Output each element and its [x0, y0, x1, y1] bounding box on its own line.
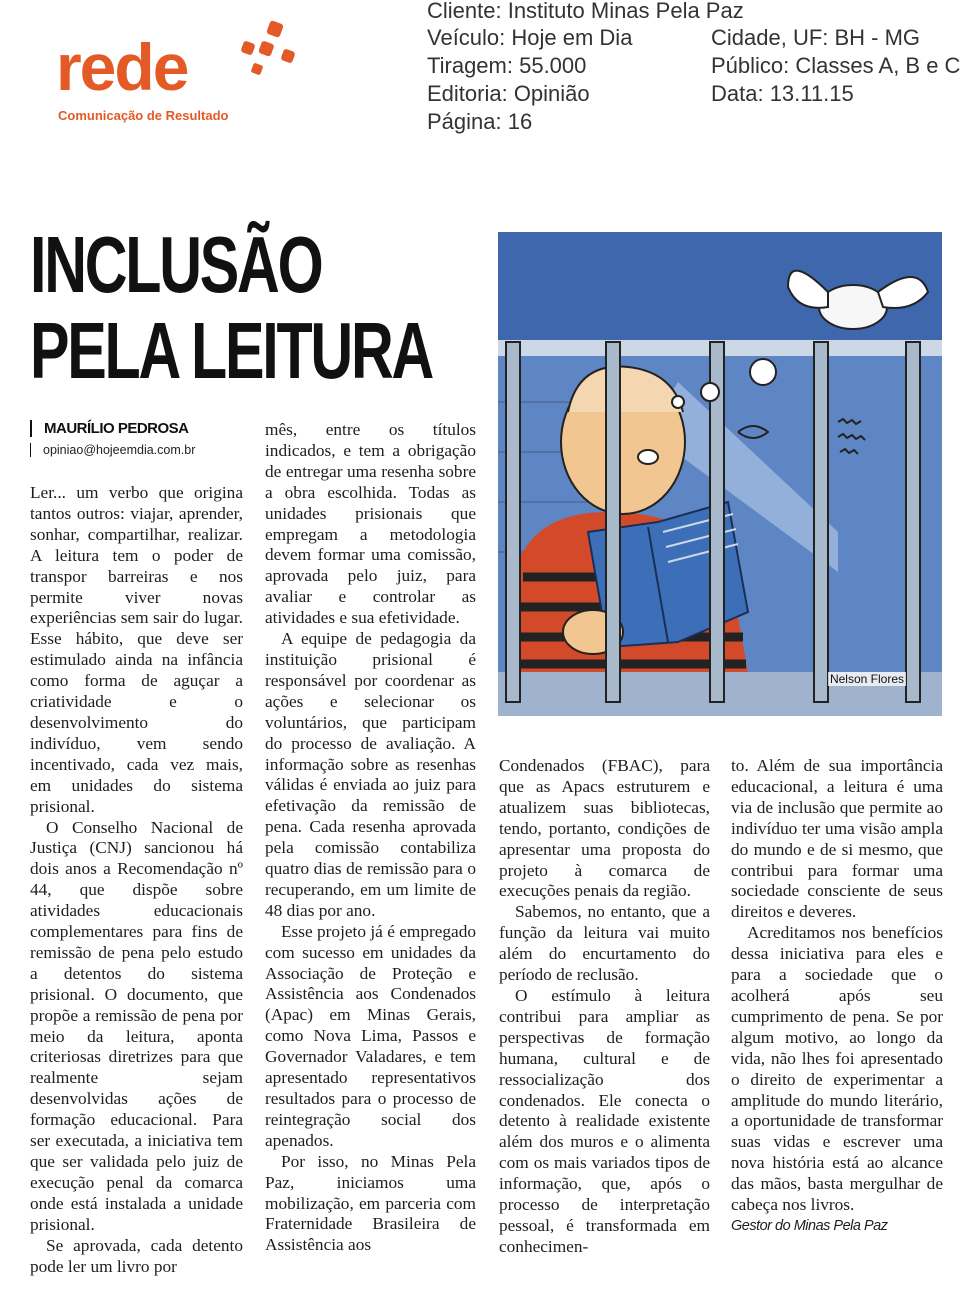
byline: [30, 420, 195, 457]
article-column-3: [499, 756, 710, 1258]
rede-logo: [52, 12, 302, 127]
logo-tagline: Comunicação de Resultado: [58, 108, 229, 123]
logo-wordmark: rede: [56, 30, 188, 104]
author-name: MAURÍLIO PEDROSA: [30, 420, 195, 437]
headline-line-2: PELA LEITURA: [30, 306, 433, 395]
article-column-2: [265, 420, 476, 1256]
article-paragraph: Sabemos, no entanto, que a função da leitura vai muito além do encurtamento do período de reclusão.: [499, 902, 710, 985]
article-paragraph: to. Além de sua importância educacional, a leitura é uma via de inclusão que permite ao indivíduo ter uma visão ampla do mundo e de si mesmo, que contribui para formar uma sociedade consciente de seus direitos e deveres.: [731, 756, 943, 922]
clipping-audience: Público: Classes A, B e C: [711, 53, 960, 78]
prisoner-reading-illustration-icon: [498, 232, 942, 716]
article-column-1: [30, 483, 243, 1277]
clipping-vehicle: Veículo: Hoje em Dia: [427, 25, 633, 50]
article-paragraph: A equipe de pedagogia da instituição prisional é responsável por coordenar as ações e selecionar os voluntários, que participam do processo de avaliação. A informação sobre as resenhas válidas é enviada ao juiz para efetivação da remissão de pena. Cada resenha aprovada pela comissão contabiliza quatro dias de remissão para o recuperando, em um limite de 48 dias por ano.: [265, 629, 476, 920]
article-headline: [30, 222, 432, 394]
article-paragraph: Ler... um verbo que origina tantos outros: viajar, aprender, sonhar, compartilhar, realizar. A leitura tem o poder de transpor barreiras e nos permite viver novas experiências sem sair do lugar. Esse hábito, que deve ser estimulado ainda na infância como forma de aguçar a criatividade e o desenvolvimento do indivíduo, vem sendo incentivado, cada vez mais, em unidades do sistema prisional.: [30, 483, 243, 816]
article-paragraph: O Conselho Nacional de Justiça (CNJ) sancionou há dois anos a Recomendação nº 44, que dispõe sobre atividades educacionais complementares para fins de remissão de pena pelo estudo a detentos do sistema prisional. O documento, que propõe a remissão de pena por meio da leitura, aponta criteriosas diretrizes para que realmente sejam desenvolvidas ações de formação educacional. Para ser executada, a iniciativa tem que ser validada pelo juiz de execução penal da comarca onde está instalada a unidade prisional.: [30, 817, 243, 1234]
clipping-circulation: Tiragem: 55.000: [427, 53, 587, 78]
clipping-page: Página: 16: [427, 109, 533, 134]
article-paragraph: Condenados (FBAC), para que as Apacs estruturem e atualizem suas bibliotecas, tendo, portanto, condições de apresentar uma proposta do projeto à comarca de execuções penais da região.: [499, 756, 710, 901]
article-illustration: [498, 232, 942, 716]
article-paragraph: mês, entre os títulos indicados, e tem a obrigação de entregar uma resenha sobre a obra escolhida. Todas as unidades prisionais que empregam a metodologia devem formar uma comissão, aprovada pelo juiz, para avaliar e controlar as atividades e sua efetividade.: [265, 420, 476, 628]
article-paragraph: Acreditamos nos benefícios dessa iniciativa para eles e para a sociedade que o acolherá após seu cumprimento de pena. Se por algum motivo, ao longo da vida, não lhes foi apresentado o direito de experimentar a amplitude do mundo literário, a oportunidade de transformar suas vidas e escrever uma nova história está ao alcance das mãos, basta mergulhar de cabeça nos livros.: [731, 923, 943, 1215]
illustration-credit: Nelson Flores: [829, 672, 904, 686]
article-paragraph: Esse projeto já é empregado com sucesso em unidades da Associação de Proteção e Assistência aos Condenados (Apac) em Minas Gerais, como Nova Lima, Passos e Governador Valadares, e tem apresentado representativos resultados para o processo de reintegração social dos apenados.: [265, 921, 476, 1150]
headline-line-1: INCLUSÃO: [30, 220, 322, 309]
article-paragraph: Se aprovada, cada detento pode ler um livro por: [30, 1235, 243, 1276]
article-paragraph: O estímulo à leitura contribui para ampliar as perspectivas de formação humana, cultural e de ressocialização dos condenados. Ele conecta o detento à realidade existente além dos muros e o alimenta com os mais variados tipos de informação, que, após o processo de interpretação pessoal, é transformada em conhecimen-: [499, 985, 710, 1256]
clipping-section: Editoria: Opinião: [427, 81, 590, 106]
article-paragraph: Por isso, no Minas Pela Paz, iniciamos uma mobilização, em parceria com Fraternidade Brasileira de Assistência aos: [265, 1151, 476, 1255]
clipping-client: Cliente: Instituto Minas Pela Paz: [427, 0, 744, 23]
author-email: opiniao@hojeemdia.com.br: [30, 443, 195, 457]
author-signature: Gestor do Minas Pela Paz: [731, 1217, 888, 1234]
clipping-city: Cidade, UF: BH - MG: [711, 25, 921, 50]
clipping-date: Data: 13.11.15: [711, 81, 854, 106]
article-column-4: [731, 756, 943, 1237]
